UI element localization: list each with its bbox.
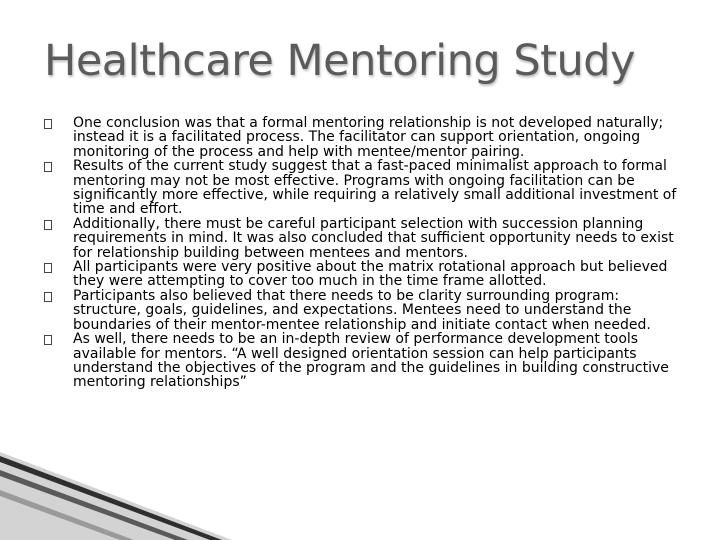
square-bullet-icon [44, 162, 52, 172]
square-bullet-icon [44, 335, 52, 345]
swoosh-shadow [0, 452, 232, 540]
square-bullet-icon [44, 263, 52, 273]
bullet-item [44, 332, 684, 390]
slide-title: Healthcare Mentoring Study [44, 36, 636, 86]
swoosh-mid-stripe [0, 470, 188, 540]
bullet-text: As well, there needs to be an in-depth review of performance development tools available for mentors. “A well designed orientation session can help participants understand the objectives of the program and the guidelines in building constructive mentoring relationships” [73, 331, 669, 391]
swoosh-light-stripe [0, 490, 134, 540]
bullet-item [44, 217, 684, 260]
bullet-text: One conclusion was that a formal mentoring relationship is not developed naturally; instead it is a facilitated process. The facilitator can support orientation, ongoing monitoring of the process and help with mentee/mentor pairing. [73, 115, 664, 160]
swoosh-dark-stripe [0, 456, 222, 540]
bullet-item [44, 260, 684, 289]
square-bullet-icon [44, 220, 52, 230]
bullet-text: Participants also believed that there needs to be clarity surrounding program: structure, goals, guidelines, and expectations. Mentees need to understand the boundaries of their mentor-mentee relationship and initiate contact when needed. [73, 287, 651, 333]
bullet-text: Results of the current study suggest that a fast-paced minimalist approach to formal mentoring may not be most effective. Programs with ongoing facilitation can be significantly more effective, while requiring a relatively small additional investment of time and effort. [73, 158, 677, 218]
bullet-list [44, 116, 684, 390]
bullet-item [44, 116, 684, 159]
square-bullet-icon [44, 119, 52, 129]
bullet-text: All participants were very positive about the matrix rotational approach but believed they were attempting to cover too much in the time frame allotted. [73, 259, 668, 290]
square-bullet-icon [44, 292, 52, 302]
bullet-text: Additionally, there must be careful participant selection with succession planning requirements in mind. It was also concluded that sufficient opportunity needs to exist for relationship building between mentees and mentors. [73, 215, 674, 261]
bullet-item [44, 159, 684, 217]
bullet-item [44, 289, 684, 332]
